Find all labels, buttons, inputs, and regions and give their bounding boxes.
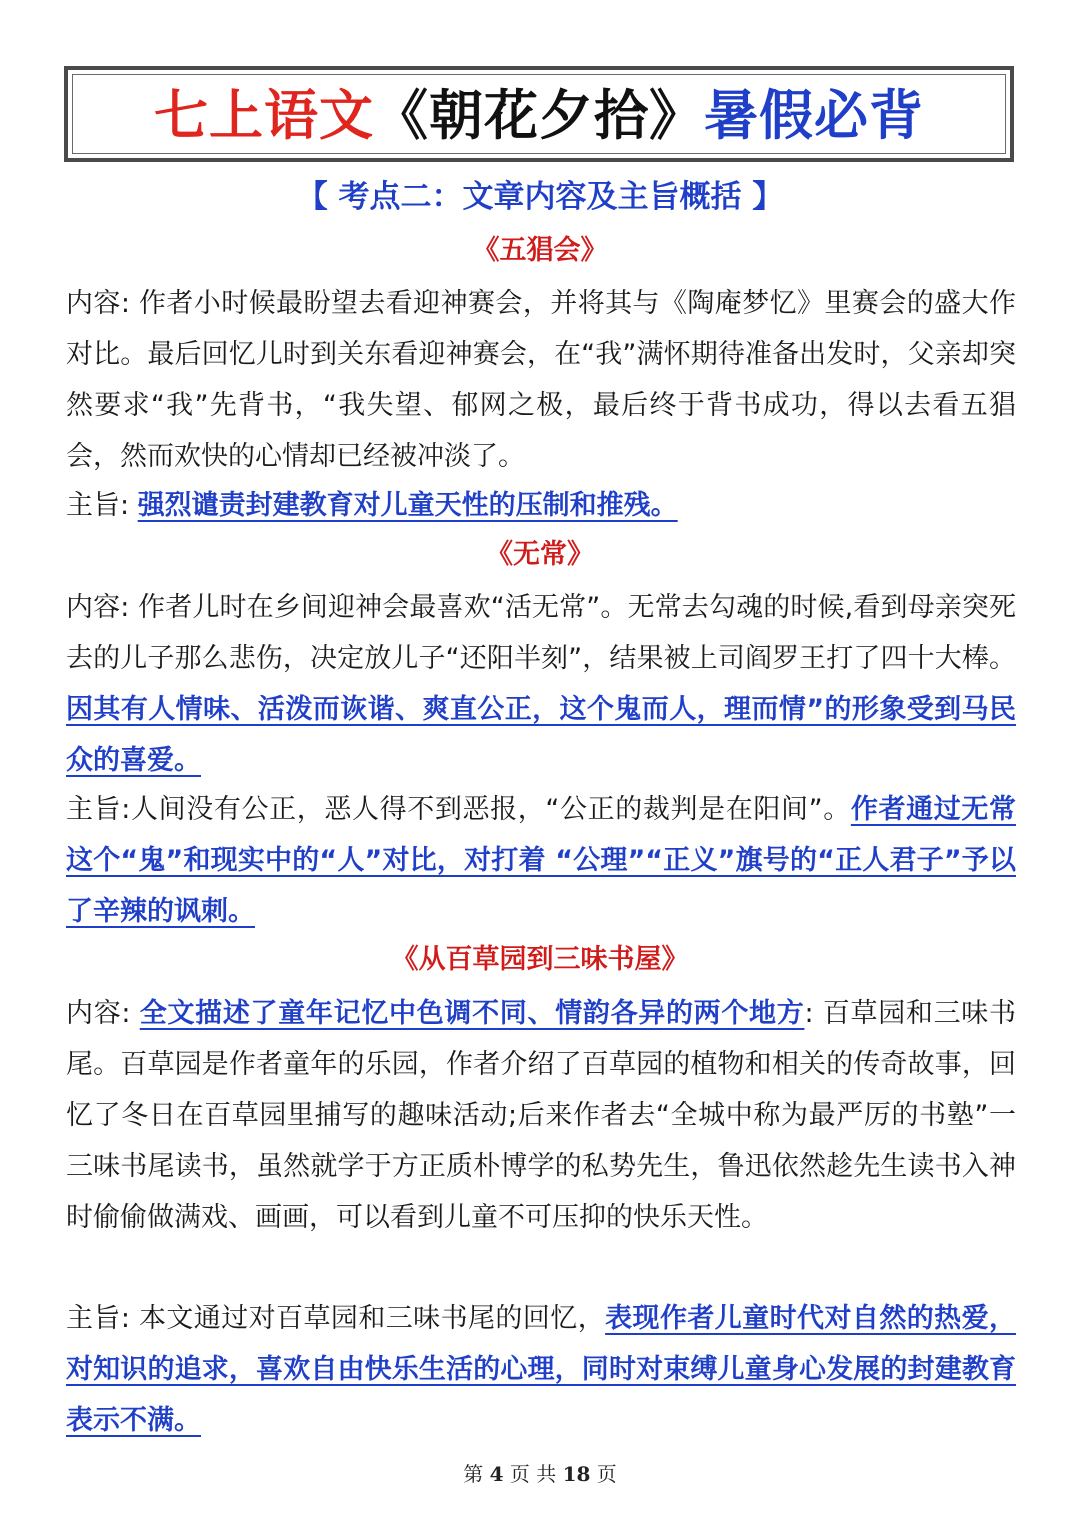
footer-current-page: 4 bbox=[489, 1462, 504, 1486]
title-suffix: 暑假必背 bbox=[704, 83, 924, 147]
section-content-baicaoyuan bbox=[66, 988, 1016, 1243]
section-theme-baicaoyuan bbox=[66, 1293, 1016, 1446]
title-book: 《朝花夕拾》 bbox=[374, 83, 704, 147]
footer-total-pages: 18 bbox=[562, 1462, 591, 1486]
title-subject: 七上语文 bbox=[154, 83, 374, 147]
page-title bbox=[68, 78, 1010, 152]
section-content-wuchang bbox=[66, 582, 1016, 786]
topic-subtitle: 【 考点二：文章内容及主旨概括 】 bbox=[296, 179, 784, 215]
content-label: 内容: bbox=[66, 592, 139, 623]
theme-label: 主旨: bbox=[66, 1303, 139, 1334]
section-theme-wuchang bbox=[66, 784, 1016, 937]
section-content-wuchanghui bbox=[66, 278, 1016, 482]
section-title-wuchang: 《无常》 bbox=[486, 539, 594, 570]
content-highlight: 全文描述了童年记忆中色调不同、情韵各异的两个地方 bbox=[139, 998, 805, 1029]
page-footer bbox=[0, 1460, 1080, 1488]
content-highlight: 因其有人情味、活泼而诙谐、爽直公正，这个鬼而人，理而情”的形象受到马民众的喜爱。 bbox=[66, 694, 1016, 776]
content-label: 内容: bbox=[66, 998, 140, 1029]
theme-highlight: 表现作者儿童时代对自然的热爱，对知识的追求，喜欢自由快乐生活的心理，同时对束缚儿童身心发展的封建教育表示不满。 bbox=[66, 1303, 1017, 1436]
theme-label: 主旨: bbox=[66, 794, 131, 825]
theme-text: 人间没有公正，恶人得不到恶报，“公正的裁判是在阳间”。 bbox=[130, 794, 851, 825]
theme-text: 本文通过对百草园和三味书尾的回忆， bbox=[138, 1303, 606, 1334]
theme-highlight: 强烈谴责封建教育对儿童天性的压制和推残。 bbox=[137, 490, 678, 521]
footer-middle: 页 共 bbox=[509, 1462, 557, 1486]
theme-label: 主旨: bbox=[66, 490, 138, 521]
content-label: 内容: bbox=[66, 288, 139, 319]
theme-highlight: 作者通过无常这个“鬼”和现实中的“人”对比，对打着 “公理”“正义”旗号的“正人君子”予以了辛辣的讽刺。 bbox=[66, 794, 1016, 927]
title-banner bbox=[64, 66, 1014, 162]
section-theme-wuchanghui bbox=[66, 480, 1016, 531]
content-text: : 百草园和三味书尾。百草园是作者童年的乐园，作者介绍了百草园的植物和相关的传奇故事，回忆了冬日在百草园里捕写的趣味活动;后来作者去“全城中称为最严厉的书塾”一三味书尾读书，虽然就学于方正质朴博学的私势先生，鲁迅依然趁先生读书入神时偷偷做满戏、画画，可以看到儿童不可压抑的快乐天性。 bbox=[66, 998, 1016, 1233]
footer-suffix: 页 bbox=[596, 1462, 617, 1486]
content-text: 作者儿时在乡间迎神会最喜欢“活无常”。无常去勾魂的时候,看到母亲突死去的儿子那么悲伤，决定放儿子“还阳半刻”，结果被上司阎罗王打了四十大棒。 bbox=[66, 592, 1016, 674]
content-text: 作者小时候最盼望去看迎神赛会，并将其与《陶庵梦忆》里赛会的盛大作对比。最后回忆儿时到关东看迎神赛会，在“我”满怀期待准备出发时，父亲却突然要求“我”先背书，“我失望、郁网之极，最后终于背书成功，得以去看五猖会，然而欢快的心情却已经被冲淡了。 bbox=[66, 288, 1017, 472]
section-title-wuchanghui: 《五猖会》 bbox=[472, 235, 608, 266]
section-title-baicaoyuan: 《从百草园到三味书屋》 bbox=[391, 944, 689, 975]
footer-prefix: 第 bbox=[463, 1462, 484, 1486]
